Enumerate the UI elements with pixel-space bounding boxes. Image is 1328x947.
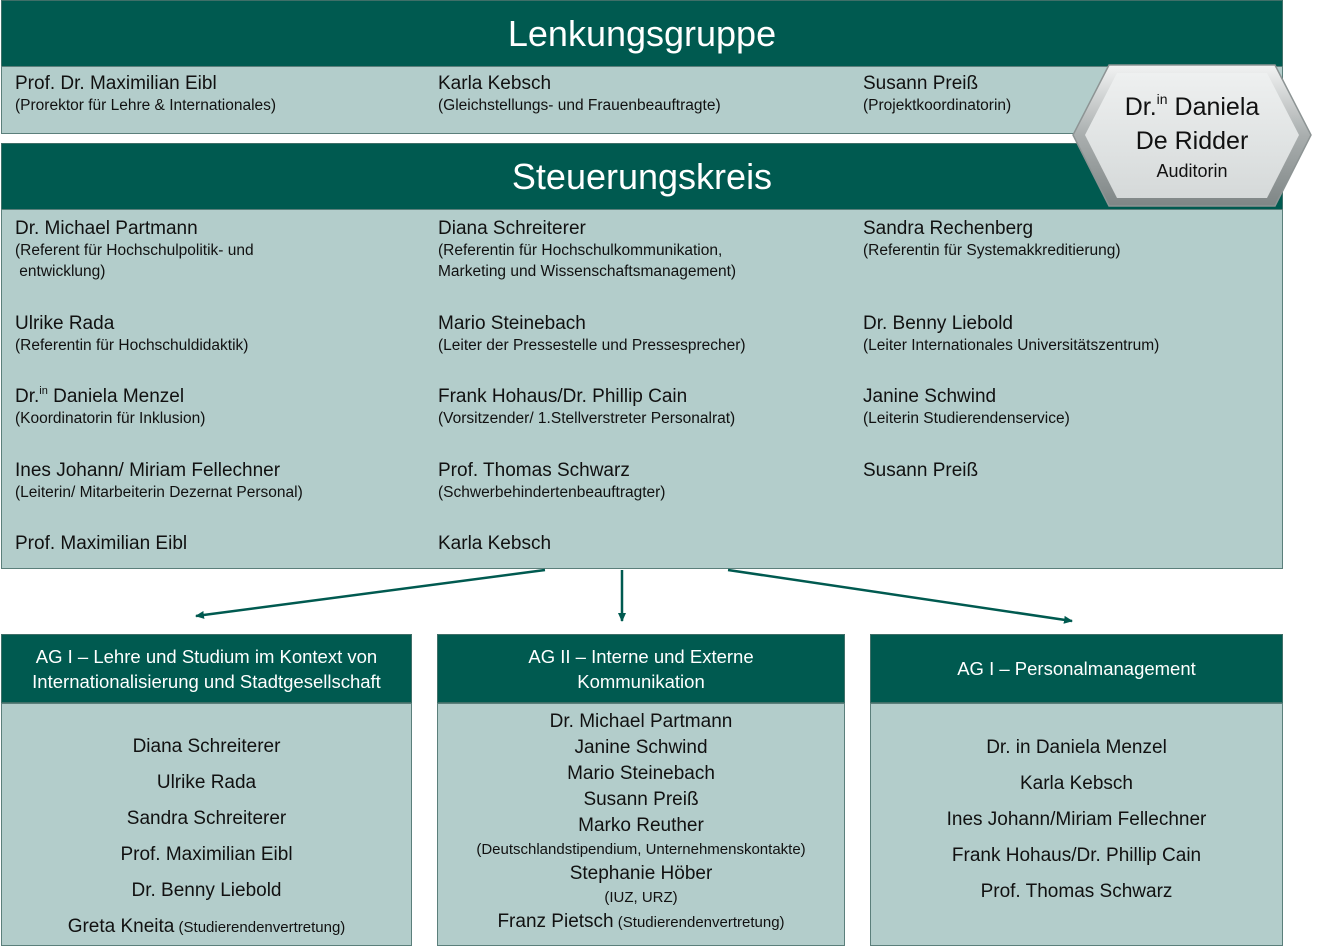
member-name: Diana Schreiterer bbox=[438, 218, 586, 239]
ag2-member: Susann Preiß bbox=[583, 789, 699, 810]
ag1-member: Dr. Benny Liebold bbox=[131, 880, 282, 901]
member-role: (Projektkoordinatorin) bbox=[863, 97, 1012, 114]
member-role: (Leiter Internationales Universitätszentrum) bbox=[863, 337, 1160, 354]
member-name: Karla Kebsch bbox=[438, 533, 552, 554]
member-name: Susann Preiß bbox=[863, 460, 979, 481]
auditor-role: Auditorin bbox=[1156, 161, 1228, 181]
ag2-header bbox=[437, 634, 845, 703]
member-name: Janine Schwind bbox=[863, 386, 997, 407]
ag1-header bbox=[1, 634, 412, 703]
member-name: Prof. Thomas Schwarz bbox=[438, 460, 630, 481]
ag1-member: Sandra Schreiterer bbox=[126, 808, 287, 829]
member-name: Prof. Dr. Maximilian Eibl bbox=[15, 73, 217, 94]
member-name: Dr. Michael Partmann bbox=[15, 218, 198, 239]
ag2-member-note: (IUZ, URZ) bbox=[604, 889, 678, 906]
ag3-title: AG I – Personalmanagement bbox=[957, 658, 1196, 679]
ag2-member: Janine Schwind bbox=[574, 737, 708, 758]
ag2-member: Mario Steinebach bbox=[567, 763, 715, 784]
member-role: (Leiter der Pressestelle und Pressesprecher) bbox=[438, 337, 746, 354]
ag1-panel bbox=[1, 703, 412, 946]
member-role-cont: entwicklung) bbox=[15, 263, 106, 280]
arrow-to-ag3 bbox=[728, 570, 1072, 621]
lenkungsgruppe-title: Lenkungsgruppe bbox=[507, 12, 777, 54]
member-name: Prof. Maximilian Eibl bbox=[15, 533, 188, 554]
ag3-member: Dr. in Daniela Menzel bbox=[986, 737, 1167, 758]
ag1-member: Ulrike Rada bbox=[156, 772, 257, 793]
member-role: (Referent für Hochschulpolitik- und bbox=[15, 242, 254, 259]
arrow-to-ag1 bbox=[196, 570, 545, 616]
member-role-cont: Marketing und Wissenschaftsmanagement) bbox=[438, 263, 737, 280]
auditor-name-line2: De Ridder bbox=[1135, 127, 1249, 155]
member-name: Frank Hohaus/Dr. Phillip Cain bbox=[438, 386, 688, 407]
ag2-member: Marko Reuther bbox=[578, 815, 704, 836]
ag3-member: Frank Hohaus/Dr. Phillip Cain bbox=[951, 845, 1202, 866]
ag3-panel bbox=[870, 703, 1283, 946]
member-name: Susann Preiß bbox=[863, 73, 979, 94]
member-role: (Leiterin/ Mitarbeiterin Dezernat Personal) bbox=[15, 484, 303, 501]
ag2-title-line2: Kommunikation bbox=[577, 670, 705, 692]
member-name: Karla Kebsch bbox=[438, 73, 552, 94]
ag3-member: Karla Kebsch bbox=[1019, 773, 1133, 794]
ag1-member: Diana Schreiterer bbox=[132, 736, 281, 757]
member-name: Dr.$^{in}$ Daniela Menzel bbox=[15, 385, 185, 407]
member-role: (Schwerbehindertenbeauftragter) bbox=[438, 484, 666, 501]
member-role: (Vorsitzender/ 1.Stellverstreter Personalrat) bbox=[438, 410, 736, 427]
ag2-member-note: (Deutschlandstipendium, Unternehmenskontakte) bbox=[476, 841, 806, 858]
member-role: (Referentin für Hochschulkommunikation, bbox=[438, 242, 723, 259]
member-name: Dr. Benny Liebold bbox=[863, 313, 1013, 334]
member-role: (Referentin für Hochschuldidaktik) bbox=[15, 337, 249, 354]
ag1-title-line2: Internationalisierung und Stadtgesellschaft bbox=[32, 670, 381, 692]
member-name: Mario Steinebach bbox=[438, 313, 586, 334]
member-role: (Gleichstellungs- und Frauenbeauftragte) bbox=[438, 97, 721, 114]
member-name: Ines Johann/ Miriam Fellechner bbox=[15, 460, 281, 481]
ag2-title-line1: AG II – Interne und Externe bbox=[528, 645, 754, 667]
auditor-name: Dr.$^{in}$ Daniela bbox=[1124, 91, 1260, 121]
member-role: (Prorektor für Lehre & Internationales) bbox=[15, 97, 277, 114]
member-role: (Koordinatorin für Inklusion) bbox=[15, 410, 206, 427]
ag3-member: Ines Johann/Miriam Fellechner bbox=[946, 809, 1207, 830]
member-role: (Referentin für Systemakkreditierung) bbox=[863, 242, 1121, 259]
ag1-member: Prof. Maximilian Eibl bbox=[120, 844, 293, 865]
ag1-title-line1: AG I – Lehre und Studium im Kontext von bbox=[35, 645, 378, 667]
ag2-member: Dr. Michael Partmann bbox=[549, 711, 733, 732]
member-name: Sandra Rechenberg bbox=[863, 218, 1034, 239]
ag3-header bbox=[870, 634, 1283, 703]
ag3-member: Prof. Thomas Schwarz bbox=[980, 881, 1173, 902]
ag1-member: Greta Kneita (Studierendenvertretung) bbox=[67, 916, 346, 937]
steuerungskreis-title: Steuerungskreis bbox=[511, 155, 773, 197]
ag2-member: Franz Pietsch (Studierendenvertretung) bbox=[497, 911, 785, 932]
ag2-member: Stephanie Höber bbox=[569, 863, 713, 884]
ag2-panel bbox=[437, 703, 845, 946]
member-role: (Leiterin Studierendenservice) bbox=[863, 410, 1070, 427]
member-name: Ulrike Rada bbox=[15, 313, 115, 334]
